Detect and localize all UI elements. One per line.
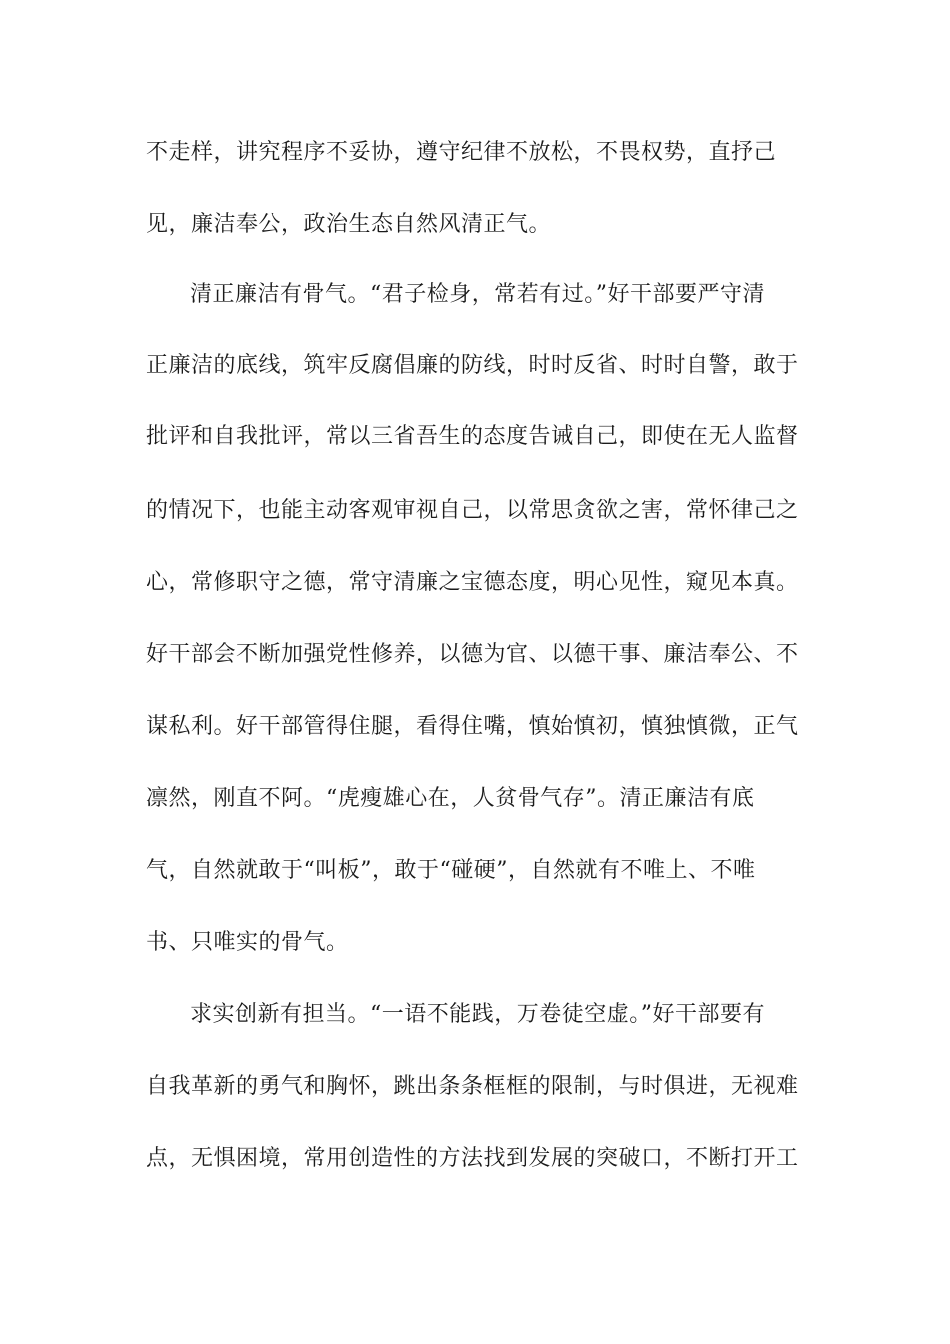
text-line: 好干部会不断加强党性修养，以德为官、以德干事、廉洁奉公、不 [146, 642, 799, 667]
text-line: 的情况下，也能主动客观审视自己，以常思贪欲之害，常怀律己之 [146, 498, 799, 523]
text-line: 书、只唯实的骨气。 [146, 930, 349, 955]
text-line: 点，无惧困境，常用创造性的方法找到发展的突破口，不断打开工 [146, 1146, 799, 1171]
text-line: 心，常修职守之德，常守清廉之宝德态度，明心见性，窥见本真。 [146, 570, 799, 595]
paragraph-start-line: 求实创新有担当。“一语不能践，万卷徒空虚。”好干部要有 [190, 1002, 765, 1027]
text-line: 谋私利。好干部管得住腿，看得住嘴，慎始慎初，慎独慎微，正气 [146, 714, 799, 739]
text-line: 见，廉洁奉公，政治生态自然风清正气。 [146, 212, 552, 237]
text-line: 不走样，讲究程序不妥协，遵守纪律不放松，不畏权势，直抒己 [146, 140, 777, 165]
paragraph-start-line: 清正廉洁有骨气。“君子检身，常若有过。”好干部要严守清 [190, 282, 765, 307]
text-line: 凛然，刚直不阿。“虎瘦雄心在，人贫骨气存”。清正廉洁有底 [146, 786, 755, 811]
text-line: 自我革新的勇气和胸怀，跳出条条框框的限制，与时俱进，无视难 [146, 1074, 799, 1099]
text-line: 正廉洁的底线，筑牢反腐倡廉的防线，时时反省、时时自警，敢于 [146, 353, 799, 378]
text-line: 批评和自我批评，常以三省吾生的态度告诫自己，即使在无人监督 [146, 424, 799, 449]
text-line: 气，自然就敢于“叫板”，敢于“碰硬”，自然就有不唯上、不唯 [146, 858, 756, 883]
